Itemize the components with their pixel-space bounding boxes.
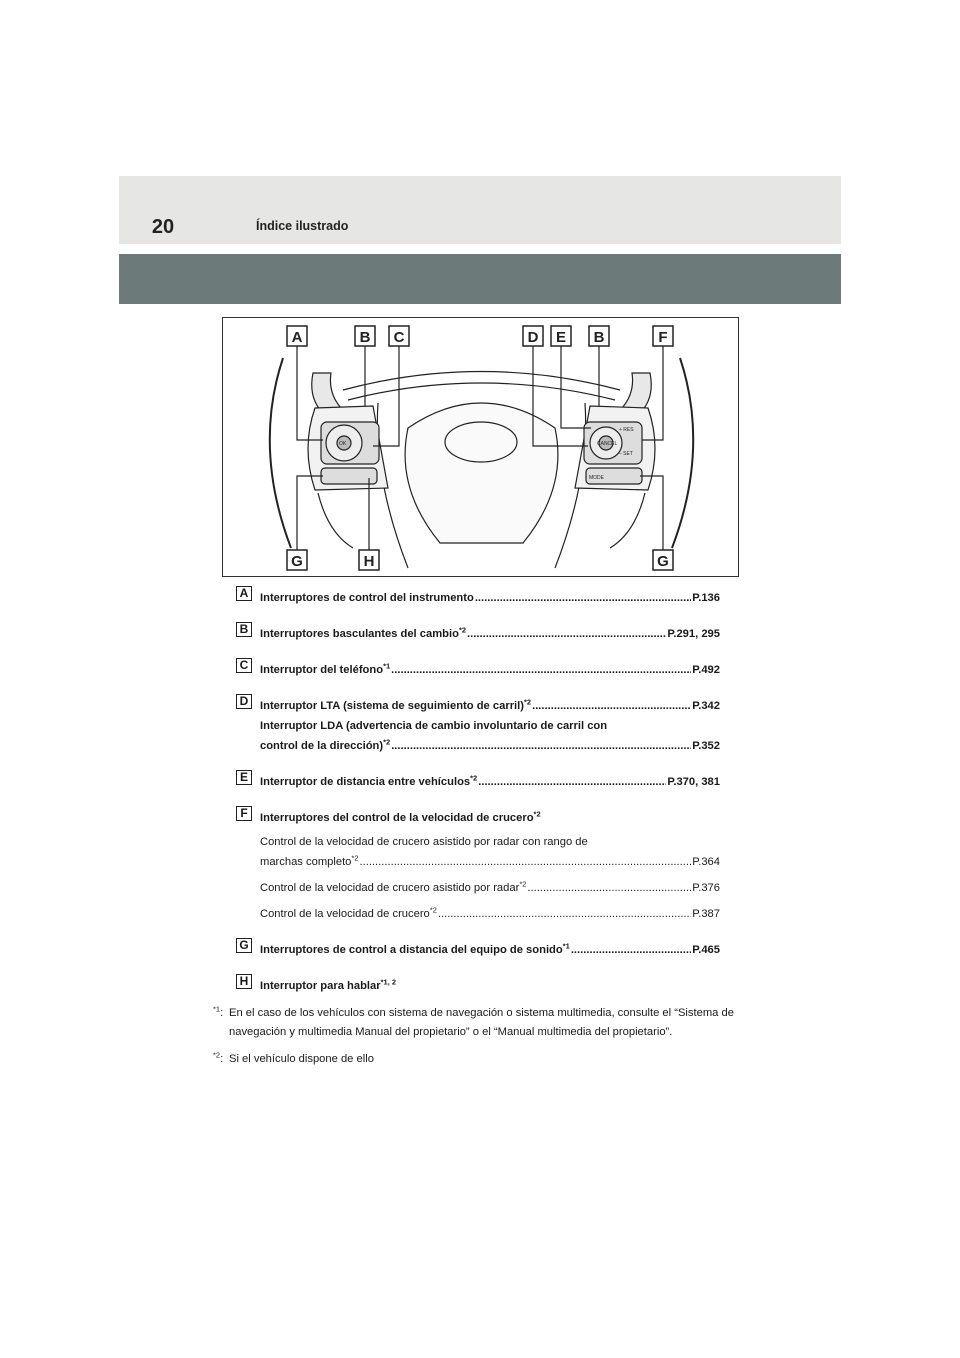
steering-wheel-illustration (223, 318, 740, 578)
footnote-1: $^{*1}$: En el caso de los vehículos con sistema de navegación o sistema multimedia, consulte el “Sistema de navegación y multimedia Manual del propietario” o el “Manual multimedia del propietario”. (213, 1004, 734, 1038)
entry-d-ref[interactable]: P.342 (692, 700, 720, 712)
footnote-mark: *2 (519, 879, 527, 889)
component-list (236, 588, 720, 1012)
footnote-mark: *1 (562, 941, 570, 951)
footnote-mark: *2 (458, 625, 467, 635)
footnote-mark: *2 (470, 773, 478, 783)
entry-a-text: Interruptores de control del instrumento (260, 592, 474, 604)
footnote-1-text: En el caso de los vehículos con sistema de navegación o sistema multimedia, consulte el “Sistema de navegación y multimedia Manual del propietario” o el “Manual multimedia del propietario”. (229, 1007, 734, 1038)
entry-g-ref[interactable]: P.465 (692, 944, 720, 956)
footnote-mark: *2 (351, 853, 359, 863)
footnote-mark: *1 (383, 661, 391, 671)
entry-c-text: Interruptor del teléfono (260, 664, 384, 676)
badge-b: B (236, 622, 252, 637)
set-button-label: – SET (619, 451, 633, 457)
entry-g (236, 940, 720, 960)
entry-b-ref[interactable]: P.291, 295 (667, 628, 720, 640)
entry-b-text: Interruptores basculantes del cambio (260, 628, 459, 640)
footnote-mark: *2 (429, 905, 437, 915)
entry-c-ref[interactable]: P.492 (692, 664, 720, 676)
footnotes (213, 1004, 753, 1077)
label-box-e (551, 326, 571, 346)
label-box-b-right (589, 326, 609, 346)
title-bar (119, 254, 841, 304)
entry-d (236, 696, 720, 756)
svg-text:B: B (359, 329, 371, 346)
page-number: 20 (151, 216, 175, 238)
mode-button-label: MODE (589, 475, 604, 481)
svg-text:F: F (658, 329, 668, 346)
ok-button-label: OK (339, 441, 347, 447)
entry-a (236, 588, 720, 608)
entry-c (236, 660, 720, 680)
entry-d-line2: Interruptor LDA (advertencia de cambio involuntario de carril con (260, 720, 608, 732)
svg-text:G: G (657, 553, 669, 570)
badge-g: G (236, 938, 252, 953)
entry-d-line3: control de la dirección) (260, 740, 384, 752)
label-box-c (389, 326, 409, 346)
entry-d-ref3[interactable]: P.352 (692, 740, 720, 752)
entry-f-sub2-ref[interactable]: P.376 (692, 882, 720, 894)
label-box-a (287, 326, 307, 346)
footnote-mark: *1, 2 (380, 977, 397, 987)
entry-d-text: Interruptor LTA (sistema de seguimiento de carril) (260, 700, 524, 712)
entry-f-text: Interruptores del control de la velocidad de crucero (260, 812, 534, 824)
svg-text:C: C (393, 329, 405, 346)
entry-e-text: Interruptor de distancia entre vehículos (260, 776, 471, 788)
entry-f-sub3-ref[interactable]: P.387 (692, 908, 720, 920)
label-box-f (653, 326, 673, 346)
footnote-2: $^{*2}$: Si el vehículo dispone de ello (213, 1050, 374, 1065)
svg-text:D: D (527, 329, 539, 346)
badge-a: A (236, 586, 252, 601)
entry-a-ref[interactable]: P.136 (692, 592, 720, 604)
label-box-h (359, 550, 379, 570)
entry-h (236, 976, 720, 996)
page-header (119, 176, 841, 244)
badge-d: D (236, 694, 252, 709)
entry-h-text: Interruptor para hablar (260, 980, 381, 992)
svg-text:H: H (363, 553, 375, 570)
entry-b (236, 624, 720, 644)
label-box-g-left (287, 550, 307, 570)
entry-f-sub3-text: Control de la velocidad de crucero (260, 908, 430, 920)
entry-f-sub2-text: Control de la velocidad de crucero asistido por radar (260, 882, 520, 894)
badge-h: H (236, 974, 252, 989)
entry-f-sub1-ref[interactable]: P.364 (692, 856, 720, 868)
steering-wheel-figure (222, 317, 739, 577)
footnote-2-text: Si el vehículo dispone de ello (229, 1053, 374, 1065)
svg-text:G: G (291, 553, 303, 570)
footnote-2-mark: *2 (213, 1050, 221, 1060)
badge-c: C (236, 658, 252, 673)
footnote-mark: *2 (383, 737, 391, 747)
cancel-button-label: CANCEL (597, 441, 618, 447)
entry-g-text: Interruptores de control a distancia del equipo de sonido (260, 944, 563, 956)
section-title: Índice ilustrado (256, 219, 349, 233)
res-button-label: + RES (619, 427, 634, 433)
entry-f-sub1-text: marchas completo (260, 856, 352, 868)
footnote-mark: *2 (524, 697, 532, 707)
label-box-d (523, 326, 543, 346)
entry-f-sub1-line1: Control de la velocidad de crucero asistido por radar con rango de (260, 836, 588, 848)
label-box-g-right (653, 550, 673, 570)
svg-text:A: A (291, 329, 303, 346)
entry-f (236, 808, 720, 924)
footnote-1-mark: *1 (213, 1004, 221, 1014)
entry-e (236, 772, 720, 792)
footnote-mark: *2 (533, 809, 541, 819)
svg-text:E: E (555, 329, 567, 346)
svg-text:B: B (593, 329, 605, 346)
badge-f: F (236, 806, 252, 821)
entry-f-subitems (236, 832, 720, 924)
label-box-b-left (355, 326, 375, 346)
badge-e: E (236, 770, 252, 785)
entry-e-ref[interactable]: P.370, 381 (667, 776, 720, 788)
